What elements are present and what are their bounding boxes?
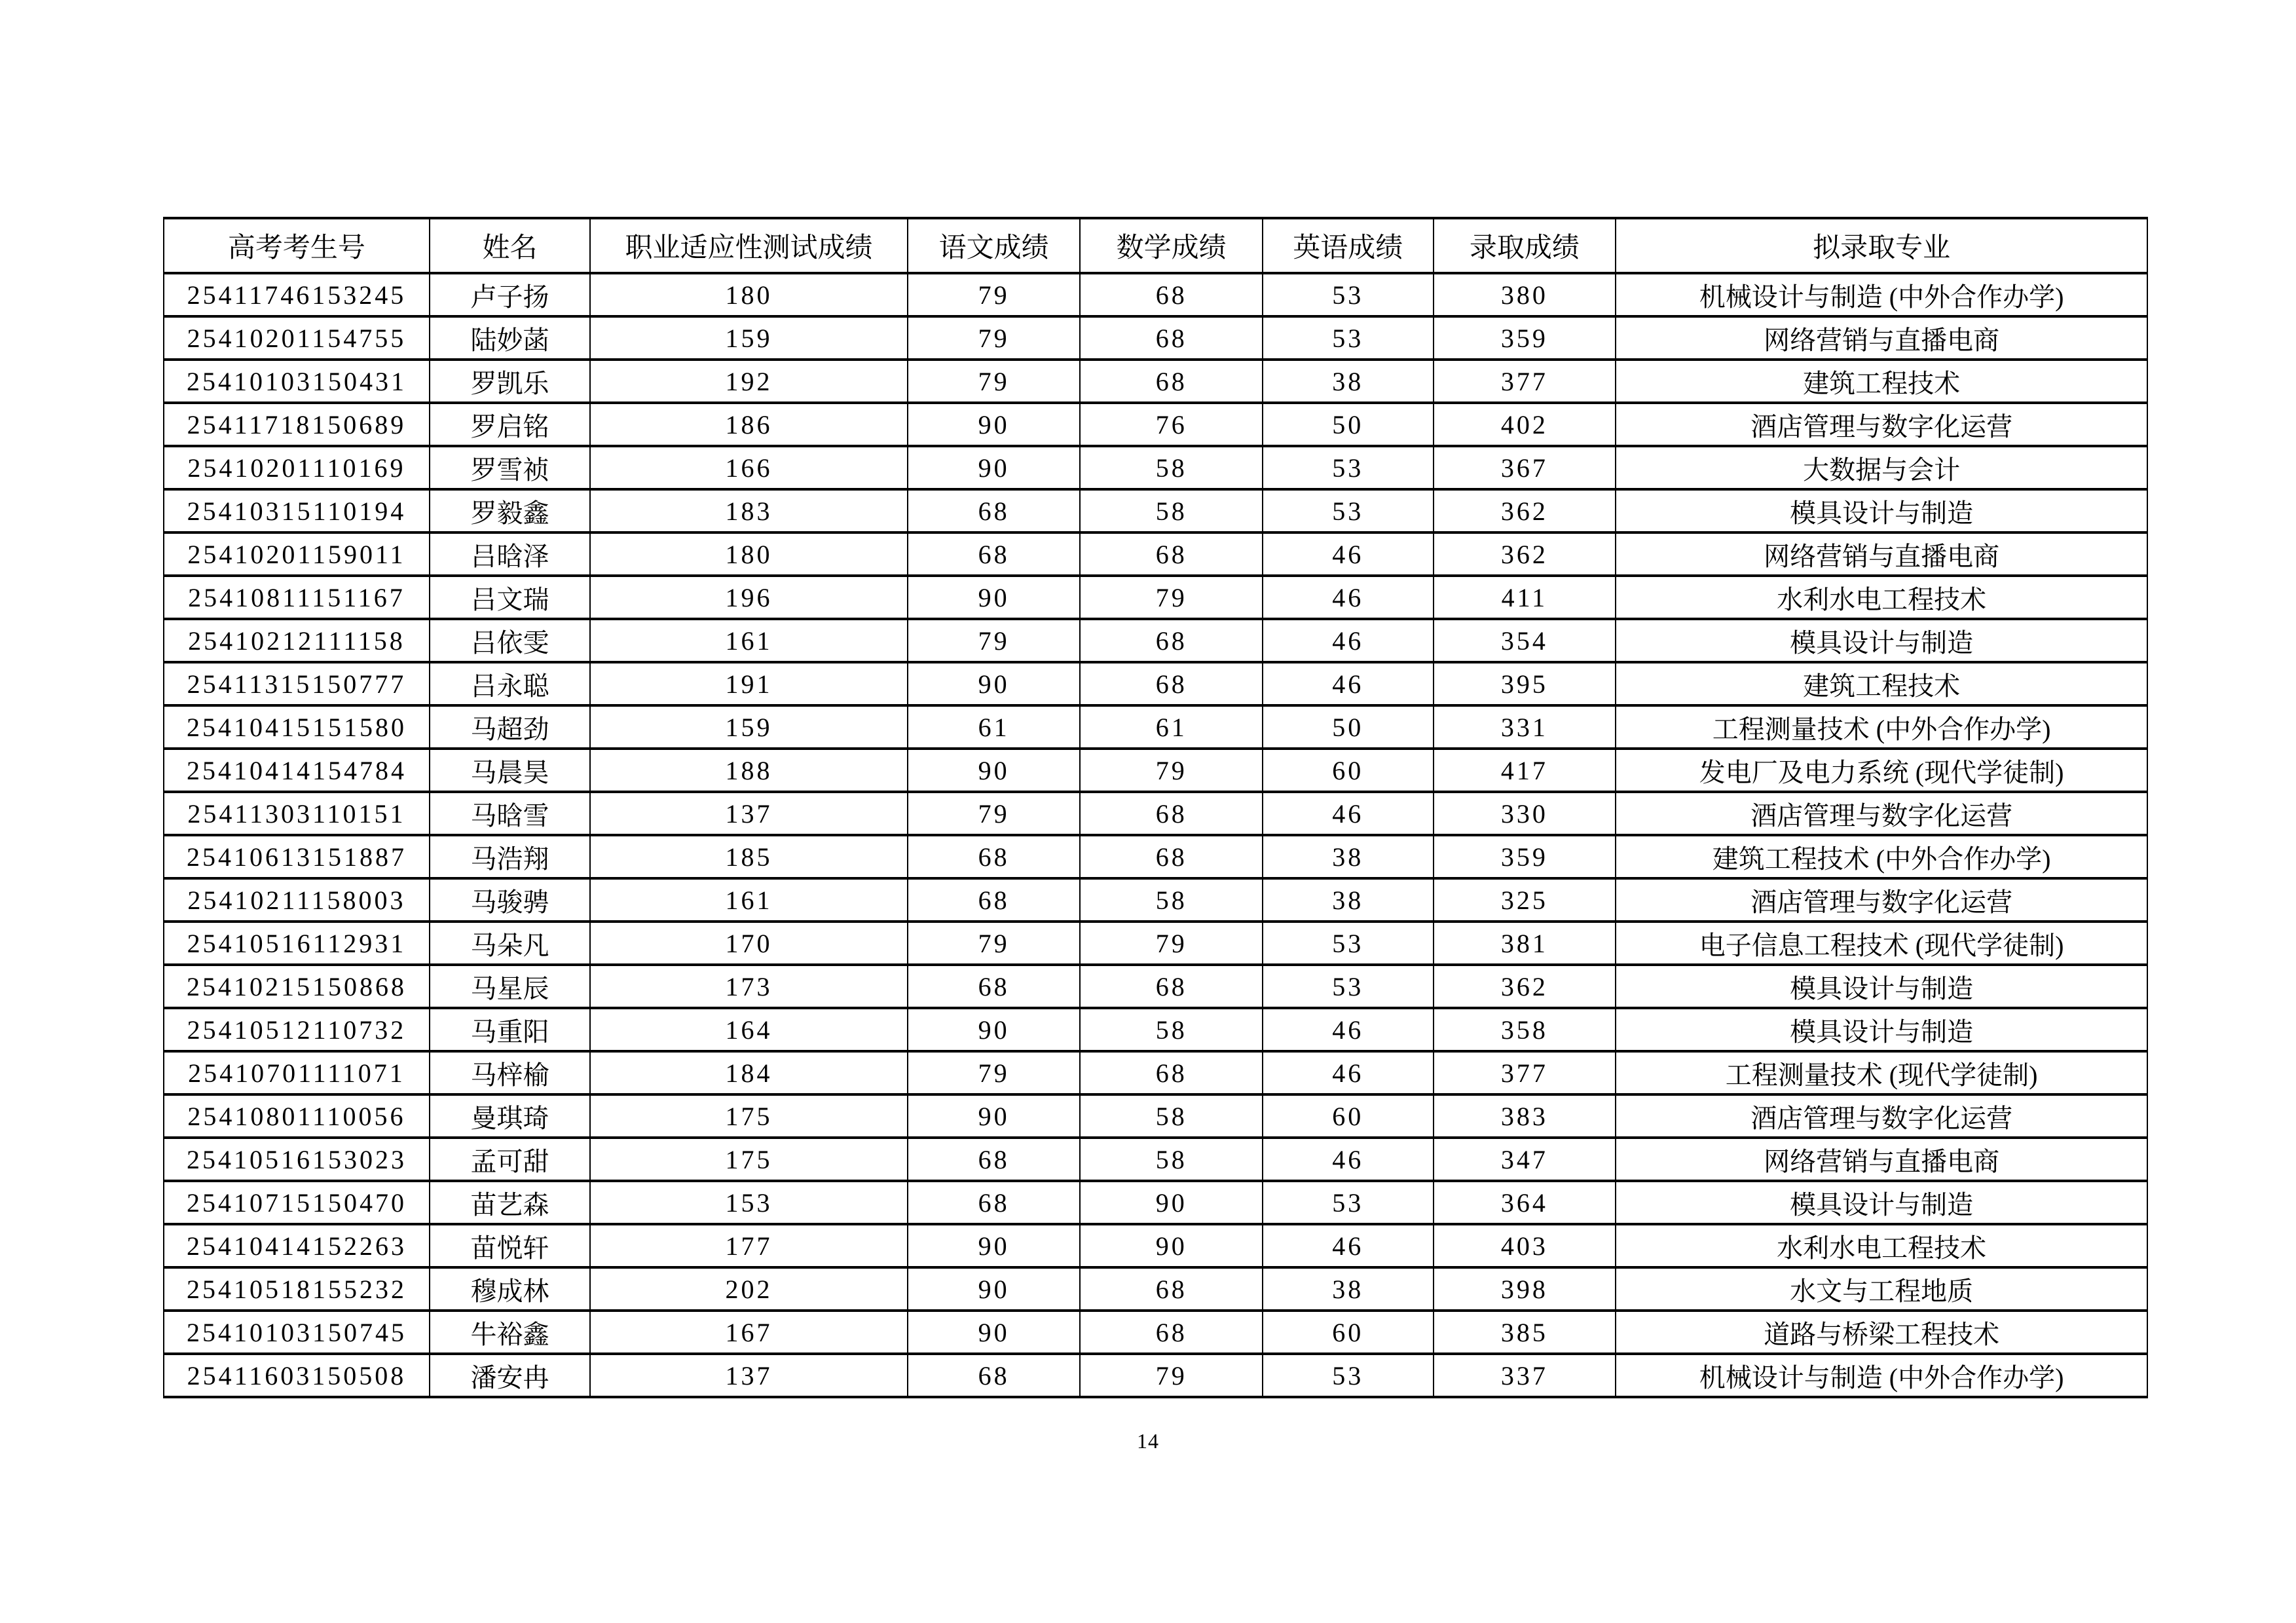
aptitude-score-cell: 186 bbox=[590, 403, 908, 446]
chinese-score-cell: 61 bbox=[908, 705, 1081, 749]
header-proposed-major: 拟录取专业 bbox=[1616, 218, 2147, 273]
table-row bbox=[164, 446, 2147, 489]
aptitude-score-cell: 192 bbox=[590, 360, 908, 403]
table-header bbox=[164, 218, 2147, 273]
math-score-cell: 61 bbox=[1080, 705, 1263, 749]
english-score-cell: 46 bbox=[1263, 619, 1433, 662]
table-row bbox=[164, 489, 2147, 532]
admission-score-cell: 403 bbox=[1434, 1224, 1616, 1267]
chinese-score-cell: 90 bbox=[908, 576, 1081, 619]
math-score-cell: 58 bbox=[1080, 1138, 1263, 1181]
proposed-major-cell: 模具设计与制造 bbox=[1616, 965, 2147, 1008]
math-score-cell: 79 bbox=[1080, 576, 1263, 619]
admission-score-cell: 364 bbox=[1434, 1181, 1616, 1224]
candidate-id-cell: 25410516112931 bbox=[164, 922, 430, 965]
math-score-cell: 68 bbox=[1080, 662, 1263, 705]
candidate-id-cell: 25410414154784 bbox=[164, 749, 430, 792]
chinese-score-cell: 68 bbox=[908, 489, 1081, 532]
table-row bbox=[164, 532, 2147, 576]
proposed-major-cell: 机械设计与制造 (中外合作办学) bbox=[1616, 1354, 2147, 1397]
chinese-score-cell: 79 bbox=[908, 619, 1081, 662]
candidate-id-cell: 25410715150470 bbox=[164, 1181, 430, 1224]
aptitude-score-cell: 161 bbox=[590, 619, 908, 662]
admission-score-cell: 417 bbox=[1434, 749, 1616, 792]
candidate-id-cell: 25410212111158 bbox=[164, 619, 430, 662]
aptitude-score-cell: 184 bbox=[590, 1051, 908, 1094]
student-name-cell: 罗毅鑫 bbox=[430, 489, 590, 532]
aptitude-score-cell: 175 bbox=[590, 1138, 908, 1181]
student-name-cell: 罗启铭 bbox=[430, 403, 590, 446]
candidate-id-cell: 25410801110056 bbox=[164, 1094, 430, 1138]
student-name-cell: 曼琪琦 bbox=[430, 1094, 590, 1138]
table-row bbox=[164, 662, 2147, 705]
math-score-cell: 58 bbox=[1080, 878, 1263, 922]
math-score-cell: 68 bbox=[1080, 792, 1263, 835]
aptitude-score-cell: 164 bbox=[590, 1008, 908, 1051]
proposed-major-cell: 酒店管理与数字化运营 bbox=[1616, 878, 2147, 922]
admission-score-cell: 402 bbox=[1434, 403, 1616, 446]
header-candidate-id: 高考考生号 bbox=[164, 218, 430, 273]
admission-results-table bbox=[163, 217, 2148, 1398]
chinese-score-cell: 79 bbox=[908, 316, 1081, 360]
student-name-cell: 牛裕鑫 bbox=[430, 1311, 590, 1354]
chinese-score-cell: 68 bbox=[908, 835, 1081, 878]
admission-score-cell: 381 bbox=[1434, 922, 1616, 965]
english-score-cell: 53 bbox=[1263, 922, 1433, 965]
admission-score-cell: 325 bbox=[1434, 878, 1616, 922]
table-row bbox=[164, 360, 2147, 403]
student-name-cell: 苗悦轩 bbox=[430, 1224, 590, 1267]
student-name-cell: 吕文瑞 bbox=[430, 576, 590, 619]
aptitude-score-cell: 159 bbox=[590, 705, 908, 749]
student-name-cell: 马梓榆 bbox=[430, 1051, 590, 1094]
student-name-cell: 马重阳 bbox=[430, 1008, 590, 1051]
aptitude-score-cell: 183 bbox=[590, 489, 908, 532]
english-score-cell: 46 bbox=[1263, 1008, 1433, 1051]
page-number: 14 bbox=[1137, 1429, 1159, 1453]
student-name-cell: 罗凯乐 bbox=[430, 360, 590, 403]
aptitude-score-cell: 173 bbox=[590, 965, 908, 1008]
aptitude-score-cell: 137 bbox=[590, 1354, 908, 1397]
proposed-major-cell: 电子信息工程技术 (现代学徒制) bbox=[1616, 922, 2147, 965]
admission-score-cell: 354 bbox=[1434, 619, 1616, 662]
admission-score-cell: 337 bbox=[1434, 1354, 1616, 1397]
student-name-cell: 苗艺森 bbox=[430, 1181, 590, 1224]
english-score-cell: 46 bbox=[1263, 1051, 1433, 1094]
student-name-cell: 卢子扬 bbox=[430, 273, 590, 316]
chinese-score-cell: 68 bbox=[908, 965, 1081, 1008]
english-score-cell: 50 bbox=[1263, 403, 1433, 446]
table-row bbox=[164, 273, 2147, 316]
table-row bbox=[164, 1094, 2147, 1138]
aptitude-score-cell: 180 bbox=[590, 273, 908, 316]
admission-score-cell: 330 bbox=[1434, 792, 1616, 835]
math-score-cell: 68 bbox=[1080, 273, 1263, 316]
proposed-major-cell: 模具设计与制造 bbox=[1616, 489, 2147, 532]
english-score-cell: 46 bbox=[1263, 576, 1433, 619]
english-score-cell: 60 bbox=[1263, 1311, 1433, 1354]
math-score-cell: 79 bbox=[1080, 922, 1263, 965]
english-score-cell: 53 bbox=[1263, 489, 1433, 532]
header-student-name: 姓名 bbox=[430, 218, 590, 273]
proposed-major-cell: 水利水电工程技术 bbox=[1616, 576, 2147, 619]
chinese-score-cell: 68 bbox=[908, 532, 1081, 576]
admission-score-cell: 411 bbox=[1434, 576, 1616, 619]
admission-score-cell: 398 bbox=[1434, 1267, 1616, 1311]
candidate-id-cell: 25410201110169 bbox=[164, 446, 430, 489]
student-name-cell: 马朵凡 bbox=[430, 922, 590, 965]
candidate-id-cell: 25410211158003 bbox=[164, 878, 430, 922]
student-name-cell: 马超劲 bbox=[430, 705, 590, 749]
math-score-cell: 68 bbox=[1080, 1311, 1263, 1354]
candidate-id-cell: 25411603150508 bbox=[164, 1354, 430, 1397]
chinese-score-cell: 90 bbox=[908, 662, 1081, 705]
table-row bbox=[164, 749, 2147, 792]
table-row bbox=[164, 922, 2147, 965]
chinese-score-cell: 90 bbox=[908, 403, 1081, 446]
proposed-major-cell: 水文与工程地质 bbox=[1616, 1267, 2147, 1311]
table-row bbox=[164, 1051, 2147, 1094]
student-name-cell: 吕永聪 bbox=[430, 662, 590, 705]
aptitude-score-cell: 202 bbox=[590, 1267, 908, 1311]
student-name-cell: 潘安冉 bbox=[430, 1354, 590, 1397]
admission-score-cell: 362 bbox=[1434, 965, 1616, 1008]
aptitude-score-cell: 185 bbox=[590, 835, 908, 878]
admission-score-cell: 331 bbox=[1434, 705, 1616, 749]
candidate-id-cell: 25410415151580 bbox=[164, 705, 430, 749]
header-chinese-score: 语文成绩 bbox=[908, 218, 1081, 273]
admission-score-cell: 385 bbox=[1434, 1311, 1616, 1354]
admission-score-cell: 362 bbox=[1434, 489, 1616, 532]
chinese-score-cell: 90 bbox=[908, 1008, 1081, 1051]
admission-score-cell: 395 bbox=[1434, 662, 1616, 705]
candidate-id-cell: 25410512110732 bbox=[164, 1008, 430, 1051]
english-score-cell: 53 bbox=[1263, 965, 1433, 1008]
table-row bbox=[164, 316, 2147, 360]
aptitude-score-cell: 170 bbox=[590, 922, 908, 965]
proposed-major-cell: 发电厂及电力系统 (现代学徒制) bbox=[1616, 749, 2147, 792]
table-row bbox=[164, 1354, 2147, 1397]
table-row bbox=[164, 1311, 2147, 1354]
english-score-cell: 38 bbox=[1263, 878, 1433, 922]
chinese-score-cell: 90 bbox=[908, 446, 1081, 489]
student-name-cell: 吕晗泽 bbox=[430, 532, 590, 576]
english-score-cell: 53 bbox=[1263, 446, 1433, 489]
proposed-major-cell: 水利水电工程技术 bbox=[1616, 1224, 2147, 1267]
header-admission-score: 录取成绩 bbox=[1434, 218, 1616, 273]
student-name-cell: 马星辰 bbox=[430, 965, 590, 1008]
admission-score-cell: 359 bbox=[1434, 835, 1616, 878]
candidate-id-cell: 25410516153023 bbox=[164, 1138, 430, 1181]
math-score-cell: 58 bbox=[1080, 1094, 1263, 1138]
math-score-cell: 68 bbox=[1080, 1051, 1263, 1094]
candidate-id-cell: 25410103150431 bbox=[164, 360, 430, 403]
chinese-score-cell: 79 bbox=[908, 792, 1081, 835]
math-score-cell: 68 bbox=[1080, 965, 1263, 1008]
english-score-cell: 50 bbox=[1263, 705, 1433, 749]
student-name-cell: 孟可甜 bbox=[430, 1138, 590, 1181]
table-row bbox=[164, 878, 2147, 922]
math-score-cell: 68 bbox=[1080, 1267, 1263, 1311]
math-score-cell: 68 bbox=[1080, 360, 1263, 403]
chinese-score-cell: 79 bbox=[908, 273, 1081, 316]
aptitude-score-cell: 137 bbox=[590, 792, 908, 835]
candidate-id-cell: 25410613151887 bbox=[164, 835, 430, 878]
proposed-major-cell: 建筑工程技术 bbox=[1616, 360, 2147, 403]
proposed-major-cell: 模具设计与制造 bbox=[1616, 619, 2147, 662]
admission-score-cell: 347 bbox=[1434, 1138, 1616, 1181]
proposed-major-cell: 建筑工程技术 (中外合作办学) bbox=[1616, 835, 2147, 878]
math-score-cell: 76 bbox=[1080, 403, 1263, 446]
table-row bbox=[164, 1138, 2147, 1181]
proposed-major-cell: 工程测量技术 (中外合作办学) bbox=[1616, 705, 2147, 749]
aptitude-score-cell: 191 bbox=[590, 662, 908, 705]
table-row bbox=[164, 705, 2147, 749]
english-score-cell: 60 bbox=[1263, 749, 1433, 792]
student-name-cell: 马晨昊 bbox=[430, 749, 590, 792]
admission-score-cell: 383 bbox=[1434, 1094, 1616, 1138]
aptitude-score-cell: 177 bbox=[590, 1224, 908, 1267]
proposed-major-cell: 模具设计与制造 bbox=[1616, 1181, 2147, 1224]
proposed-major-cell: 网络营销与直播电商 bbox=[1616, 532, 2147, 576]
chinese-score-cell: 79 bbox=[908, 360, 1081, 403]
table-row bbox=[164, 965, 2147, 1008]
chinese-score-cell: 79 bbox=[908, 1051, 1081, 1094]
admission-score-cell: 380 bbox=[1434, 273, 1616, 316]
math-score-cell: 90 bbox=[1080, 1224, 1263, 1267]
aptitude-score-cell: 196 bbox=[590, 576, 908, 619]
student-name-cell: 吕依雯 bbox=[430, 619, 590, 662]
chinese-score-cell: 68 bbox=[908, 878, 1081, 922]
proposed-major-cell: 酒店管理与数字化运营 bbox=[1616, 1094, 2147, 1138]
table-row bbox=[164, 1181, 2147, 1224]
table-row bbox=[164, 1008, 2147, 1051]
proposed-major-cell: 酒店管理与数字化运营 bbox=[1616, 792, 2147, 835]
proposed-major-cell: 网络营销与直播电商 bbox=[1616, 316, 2147, 360]
student-name-cell: 陆妙菡 bbox=[430, 316, 590, 360]
candidate-id-cell: 25411746153245 bbox=[164, 273, 430, 316]
student-name-cell: 马晗雪 bbox=[430, 792, 590, 835]
chinese-score-cell: 90 bbox=[908, 1094, 1081, 1138]
candidate-id-cell: 25410518155232 bbox=[164, 1267, 430, 1311]
math-score-cell: 68 bbox=[1080, 532, 1263, 576]
chinese-score-cell: 90 bbox=[908, 1224, 1081, 1267]
candidate-id-cell: 25411315150777 bbox=[164, 662, 430, 705]
candidate-id-cell: 25411718150689 bbox=[164, 403, 430, 446]
table-row bbox=[164, 1267, 2147, 1311]
candidate-id-cell: 25410201154755 bbox=[164, 316, 430, 360]
chinese-score-cell: 79 bbox=[908, 922, 1081, 965]
table-body bbox=[164, 273, 2147, 1397]
math-score-cell: 68 bbox=[1080, 619, 1263, 662]
candidate-id-cell: 25410201159011 bbox=[164, 532, 430, 576]
proposed-major-cell: 建筑工程技术 bbox=[1616, 662, 2147, 705]
math-score-cell: 79 bbox=[1080, 1354, 1263, 1397]
aptitude-score-cell: 188 bbox=[590, 749, 908, 792]
table-row bbox=[164, 403, 2147, 446]
aptitude-score-cell: 175 bbox=[590, 1094, 908, 1138]
student-name-cell: 穆成林 bbox=[430, 1267, 590, 1311]
aptitude-score-cell: 167 bbox=[590, 1311, 908, 1354]
english-score-cell: 53 bbox=[1263, 316, 1433, 360]
admission-score-cell: 377 bbox=[1434, 360, 1616, 403]
header-aptitude-score: 职业适应性测试成绩 bbox=[590, 218, 908, 273]
proposed-major-cell: 模具设计与制造 bbox=[1616, 1008, 2147, 1051]
math-score-cell: 58 bbox=[1080, 446, 1263, 489]
math-score-cell: 79 bbox=[1080, 749, 1263, 792]
header-row bbox=[164, 218, 2147, 273]
english-score-cell: 60 bbox=[1263, 1094, 1433, 1138]
english-score-cell: 46 bbox=[1263, 662, 1433, 705]
candidate-id-cell: 25410811151167 bbox=[164, 576, 430, 619]
english-score-cell: 46 bbox=[1263, 792, 1433, 835]
table-row bbox=[164, 792, 2147, 835]
proposed-major-cell: 道路与桥梁工程技术 bbox=[1616, 1311, 2147, 1354]
aptitude-score-cell: 180 bbox=[590, 532, 908, 576]
english-score-cell: 53 bbox=[1263, 1354, 1433, 1397]
candidate-id-cell: 25410215150868 bbox=[164, 965, 430, 1008]
chinese-score-cell: 68 bbox=[908, 1138, 1081, 1181]
aptitude-score-cell: 153 bbox=[590, 1181, 908, 1224]
admission-score-cell: 362 bbox=[1434, 532, 1616, 576]
candidate-id-cell: 25410315110194 bbox=[164, 489, 430, 532]
table-row bbox=[164, 1224, 2147, 1267]
admission-score-cell: 377 bbox=[1434, 1051, 1616, 1094]
candidate-id-cell: 25410701111071 bbox=[164, 1051, 430, 1094]
table-row bbox=[164, 576, 2147, 619]
math-score-cell: 58 bbox=[1080, 489, 1263, 532]
math-score-cell: 90 bbox=[1080, 1181, 1263, 1224]
student-name-cell: 罗雪祯 bbox=[430, 446, 590, 489]
aptitude-score-cell: 166 bbox=[590, 446, 908, 489]
english-score-cell: 38 bbox=[1263, 835, 1433, 878]
english-score-cell: 46 bbox=[1263, 532, 1433, 576]
english-score-cell: 46 bbox=[1263, 1224, 1433, 1267]
math-score-cell: 68 bbox=[1080, 316, 1263, 360]
candidate-id-cell: 25410103150745 bbox=[164, 1311, 430, 1354]
chinese-score-cell: 90 bbox=[908, 749, 1081, 792]
candidate-id-cell: 25411303110151 bbox=[164, 792, 430, 835]
english-score-cell: 53 bbox=[1263, 1181, 1433, 1224]
proposed-major-cell: 网络营销与直播电商 bbox=[1616, 1138, 2147, 1181]
chinese-score-cell: 90 bbox=[908, 1311, 1081, 1354]
header-english-score: 英语成绩 bbox=[1263, 218, 1433, 273]
proposed-major-cell: 机械设计与制造 (中外合作办学) bbox=[1616, 273, 2147, 316]
admission-score-cell: 358 bbox=[1434, 1008, 1616, 1051]
aptitude-score-cell: 159 bbox=[590, 316, 908, 360]
proposed-major-cell: 酒店管理与数字化运营 bbox=[1616, 403, 2147, 446]
header-math-score: 数学成绩 bbox=[1080, 218, 1263, 273]
english-score-cell: 38 bbox=[1263, 1267, 1433, 1311]
english-score-cell: 53 bbox=[1263, 273, 1433, 316]
candidate-id-cell: 25410414152263 bbox=[164, 1224, 430, 1267]
english-score-cell: 46 bbox=[1263, 1138, 1433, 1181]
math-score-cell: 68 bbox=[1080, 835, 1263, 878]
admission-score-cell: 359 bbox=[1434, 316, 1616, 360]
admission-score-cell: 367 bbox=[1434, 446, 1616, 489]
proposed-major-cell: 大数据与会计 bbox=[1616, 446, 2147, 489]
student-name-cell: 马浩翔 bbox=[430, 835, 590, 878]
math-score-cell: 58 bbox=[1080, 1008, 1263, 1051]
english-score-cell: 38 bbox=[1263, 360, 1433, 403]
aptitude-score-cell: 161 bbox=[590, 878, 908, 922]
chinese-score-cell: 68 bbox=[908, 1354, 1081, 1397]
student-name-cell: 马骏骋 bbox=[430, 878, 590, 922]
chinese-score-cell: 68 bbox=[908, 1181, 1081, 1224]
chinese-score-cell: 90 bbox=[908, 1267, 1081, 1311]
table-row bbox=[164, 835, 2147, 878]
table-row bbox=[164, 619, 2147, 662]
proposed-major-cell: 工程测量技术 (现代学徒制) bbox=[1616, 1051, 2147, 1094]
